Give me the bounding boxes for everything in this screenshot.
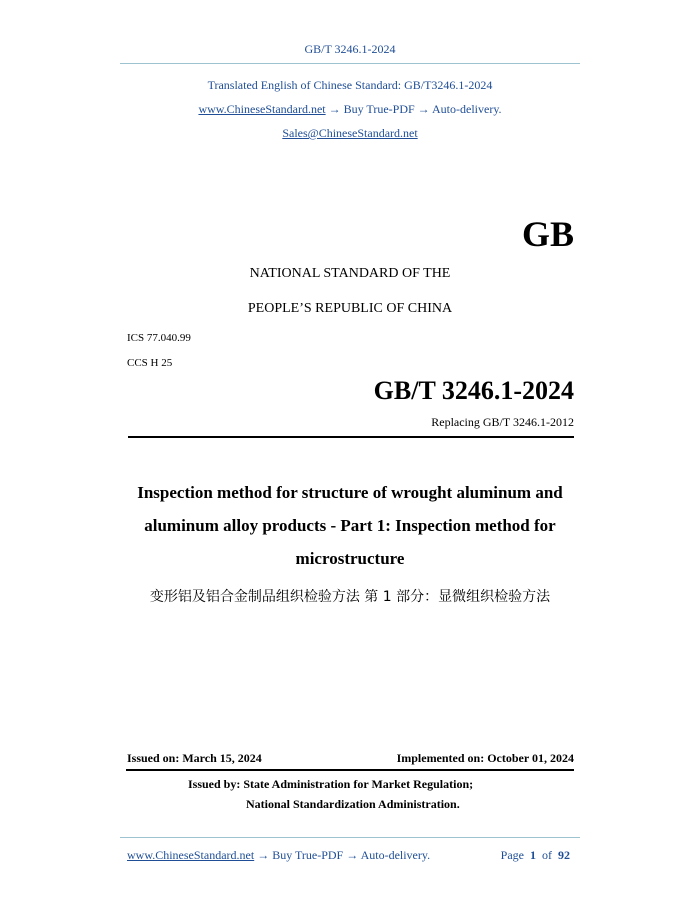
ccs-code: CCS H 25 xyxy=(127,357,173,369)
title-chinese: 变形铝及铝合金制品组织检验方法 第 1 部分：显微组织检验方法 xyxy=(149,589,551,605)
national-standard-line-1: NATIONAL STANDARD OF THE xyxy=(249,266,451,281)
page-total: 92 xyxy=(558,848,570,862)
promo-line xyxy=(0,102,700,117)
page-current: 1 xyxy=(530,848,536,862)
title-divider xyxy=(128,436,574,438)
site-link[interactable]: www.ChineseStandard.net xyxy=(198,102,326,116)
issuer-line-1: Issued by: State Administration for Market Regulation; xyxy=(188,777,474,791)
dates-divider xyxy=(126,769,574,771)
title-line-2: aluminum alloy products - Part 1: Inspection method for xyxy=(144,516,556,535)
footer-site-link[interactable]: www.ChineseStandard.net xyxy=(127,848,255,862)
page-of: of xyxy=(542,848,552,862)
title-english xyxy=(110,476,590,575)
national-standard-line-2: PEOPLE’S REPUBLIC OF CHINA xyxy=(247,301,453,316)
issued-date: Issued on: March 15, 2024 xyxy=(127,751,262,765)
gb-logo: GB xyxy=(521,214,574,254)
issuer-line-2: National Standardization Administration. xyxy=(246,797,460,811)
footer-divider xyxy=(120,837,580,838)
implemented-date: Implemented on: October 01, 2024 xyxy=(396,751,574,765)
page-indicator xyxy=(420,848,570,863)
translated-note: Translated English of Chinese Standard: GB/T3246.1-2024 xyxy=(207,78,493,92)
sales-line xyxy=(0,126,700,141)
title-line-1: Inspection method for structure of wrought aluminum and xyxy=(137,483,563,502)
page-label: Page xyxy=(500,848,524,862)
standard-number: GB/T 3246.1-2024 xyxy=(373,376,574,405)
ics-code: ICS 77.040.99 xyxy=(127,332,191,344)
footer-promo-text: → Buy True-PDF → Auto-delivery. xyxy=(257,848,431,862)
title-line-3: microstructure xyxy=(295,549,405,568)
footer-promo xyxy=(127,848,430,863)
promo-text: → Buy True-PDF → Auto-delivery. xyxy=(328,102,502,116)
header-title: GB/T 3246.1-2024 xyxy=(304,42,396,56)
replacing-note: Replacing GB/T 3246.1-2012 xyxy=(431,415,574,429)
header-divider xyxy=(120,63,580,64)
email-link[interactable]: Sales@ChineseStandard.net xyxy=(282,126,418,140)
